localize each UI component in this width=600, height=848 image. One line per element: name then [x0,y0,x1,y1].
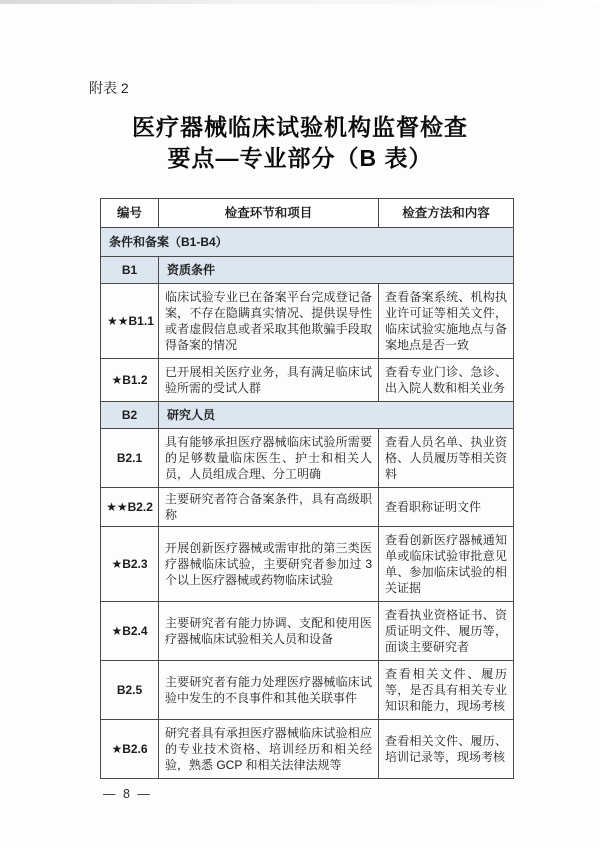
row-id: ★B2.3 [101,527,159,602]
row-id: B2.5 [101,661,159,720]
inspection-table [100,198,514,779]
row-method: 查看备案系统、机构执业许可证等相关文件，临床试验实施地点与备案地点是否一致 [379,284,514,359]
row-id: B2.1 [101,429,159,488]
row-id: ★B2.4 [101,602,159,661]
row-item: 主要研究者有能力处理医疗器械临床试验中发生的不良事件和其他关联事件 [159,661,379,720]
table-row [101,284,514,359]
row-method: 查看相关文件、履历等，是否具有相关专业知识和能力，现场考核 [379,661,514,720]
row-method: 查看人员名单、执业资格、人员履历等相关资料 [379,429,514,488]
group-row-b2 [101,402,514,429]
row-method: 查看创新医疗器械通知单或临床试验审批意见单、参加临床试验的相关证据 [379,527,514,602]
row-item: 主要研究者有能力协调、支配和使用医疗器械临床试验相关人员和设备 [159,602,379,661]
table-row [101,602,514,661]
group-id: B2 [101,402,159,429]
group-row-b1 [101,257,514,284]
row-item: 临床试验专业已在备案平台完成登记备案，不存在隐瞒真实情况、提供误导性或者虚假信息或者采取其他欺骗手段取得备案的情况 [159,284,379,359]
page-title-line1: 医疗器械临床试验机构监督检查 [132,114,468,140]
table-header-row [101,199,514,228]
column-header-id: 编号 [101,199,159,228]
row-method: 查看职称证明文件 [379,488,514,527]
group-id: B1 [101,257,159,284]
row-item: 主要研究者符合备案条件，具有高级职称 [159,488,379,527]
row-item: 具有能够承担医疗器械临床试验所需要的足够数量临床医生、护士和相关人员，人员组成合理、分工明确 [159,429,379,488]
table-row [101,720,514,779]
page-title-line2: 要点—专业部分（B 表） [167,145,433,171]
column-header-method: 检查方法和内容 [379,199,514,228]
table-row [101,527,514,602]
annex-label: 附表 2 [89,80,129,96]
section-band-row [101,228,514,257]
row-id: ★B1.2 [101,359,159,402]
section-band-label: 条件和备案（B1-B4） [101,228,514,257]
table-row [101,488,514,527]
group-label: 资质条件 [159,257,514,284]
row-id: ★★B2.2 [101,488,159,527]
row-method: 查看专业门诊、急诊、出入院人数和相关业务 [379,359,514,402]
row-item: 已开展相关医疗业务，具有满足临床试验所需的受试人群 [159,359,379,402]
page-title [0,112,600,174]
column-header-item: 检查环节和项目 [159,199,379,228]
group-label: 研究人员 [159,402,514,429]
row-id: ★★B1.1 [101,284,159,359]
row-method: 查看相关文件、履历、培训记录等，现场考核 [379,720,514,779]
table-row [101,661,514,720]
row-method: 查看执业资格证书、资质证明文件、履历等，面谈主要研究者 [379,602,514,661]
table-row [101,359,514,402]
scan-edge-artifact [0,0,600,4]
page-number: — 8 — [103,787,152,801]
table-row [101,429,514,488]
row-id: ★B2.6 [101,720,159,779]
row-item: 研究者具有承担医疗器械临床试验相应的专业技术资格、培训经历和相关经验，熟悉 GCP 和相关法律法规等 [159,720,379,779]
row-item: 开展创新医疗器械或需审批的第三类医疗器械临床试验，主要研究者参加过 3 个以上医疗器械或药物临床试验 [159,527,379,602]
